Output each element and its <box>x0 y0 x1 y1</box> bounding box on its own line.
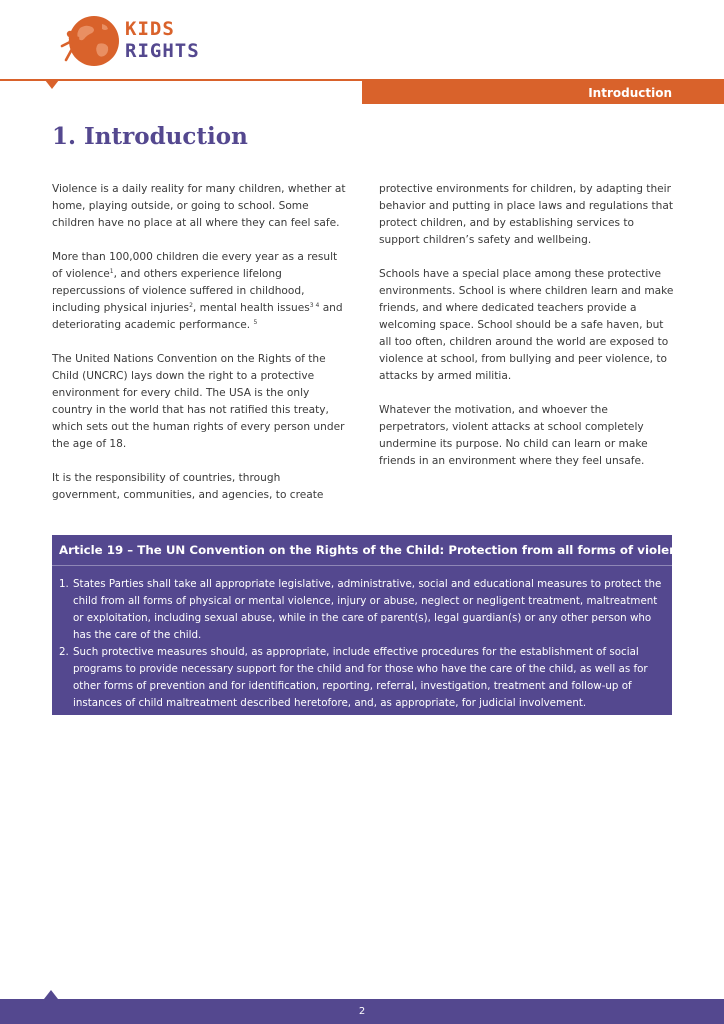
article-19-title: Article 19 – The UN Convention on the Rights of the Child: Protection from all forms of violence <box>59 543 693 557</box>
right-paragraph-1: protective environments for children, by adapting their behavior and putting in place laws and regulations that protect children, and by establishing services to support children’s safety and wellbeing. <box>379 183 674 246</box>
footnote-ref-2: 2 <box>189 302 193 309</box>
footnote-ref-5: 5 <box>253 319 258 326</box>
article-item-text: States Parties shall take all appropriate legislative, administrative, social and educational measures to protect the child from all forms of physical or mental violence, injury or abuse, neglect or negligent treatment, maltreatment or exploitation, including sexual abuse, while in the care of parent(s), legal guardian(s) or any other person who has the care of the child. <box>73 578 662 641</box>
article-list-item <box>59 576 667 644</box>
page-number: 2 <box>358 1006 366 1017</box>
globe-with-child-icon <box>58 14 120 70</box>
left-paragraph-1: Violence is a daily reality for many children, whether at home, playing outside, or going to school. Some children have no place at all where they can feel safe. <box>52 183 346 229</box>
left-paragraph-4: It is the responsibility of countries, through government, communities, and agencies, to create <box>52 472 324 501</box>
right-paragraph-3: Whatever the motivation, and whoever the perpetrators, violent attacks at school completely undermine its purpose. No child can learn or make friends in an environment where they feel unsafe. <box>379 404 648 467</box>
article-item-number: 1. <box>59 578 69 590</box>
article-19-box <box>52 535 693 715</box>
footnote-ref-3-4: 3 4 <box>309 302 320 309</box>
logo-text-kids: KIDS <box>125 18 175 40</box>
footer-notch <box>44 990 58 999</box>
left-column <box>52 181 348 521</box>
article-item-text: Such protective measures should, as appropriate, include effective procedures for the establishment of social programs to provide necessary support for the child and for those who have the care of the child, as well as for other forms of prevention and for identification, reporting, referral, investigation, treatment and follow-up of instances of child maltreatment described heretofore, and, as appropriate, for judicial involvement. <box>73 646 648 709</box>
article-divider <box>52 565 672 566</box>
kidsrights-logo <box>52 14 222 70</box>
footnote-ref-1: 1 <box>109 268 114 275</box>
article-19-list <box>59 576 667 712</box>
right-paragraph-2: Schools have a special place among these protective environments. School is where children learn and make friends, and where dedicated teachers provide a welcoming space. School should be a safe haven, but all too often, children around the world are exposed to violence at school, from bullying and peer violence, to attacks by armed militia. <box>379 268 674 382</box>
left-paragraph-2: More than 100,000 children die every year as a result of violence$^1$, and others experience lifelong repercussions of violence suffered in childhood, including physical injuries$^2$, mental health issues$^{3 4}$ and deteriorating academic performance. $^5$ <box>52 251 343 331</box>
section-tab <box>362 81 724 104</box>
article-list-item <box>59 644 667 712</box>
page-title: 1. Introduction <box>52 123 248 150</box>
right-column <box>379 181 675 487</box>
section-tab-label: Introduction <box>588 86 672 100</box>
left-paragraph-3: The United Nations Convention on the Rights of the Child (UNCRC) lays down the right to a protective environment for every child. The USA is the only country in the world that has not ratified this treaty, which sets out the human rights of every person under the age of 18. <box>52 353 345 450</box>
article-item-number: 2. <box>59 646 69 658</box>
header-notch <box>45 80 59 89</box>
logo-text-rights: RIGHTS <box>125 40 200 62</box>
